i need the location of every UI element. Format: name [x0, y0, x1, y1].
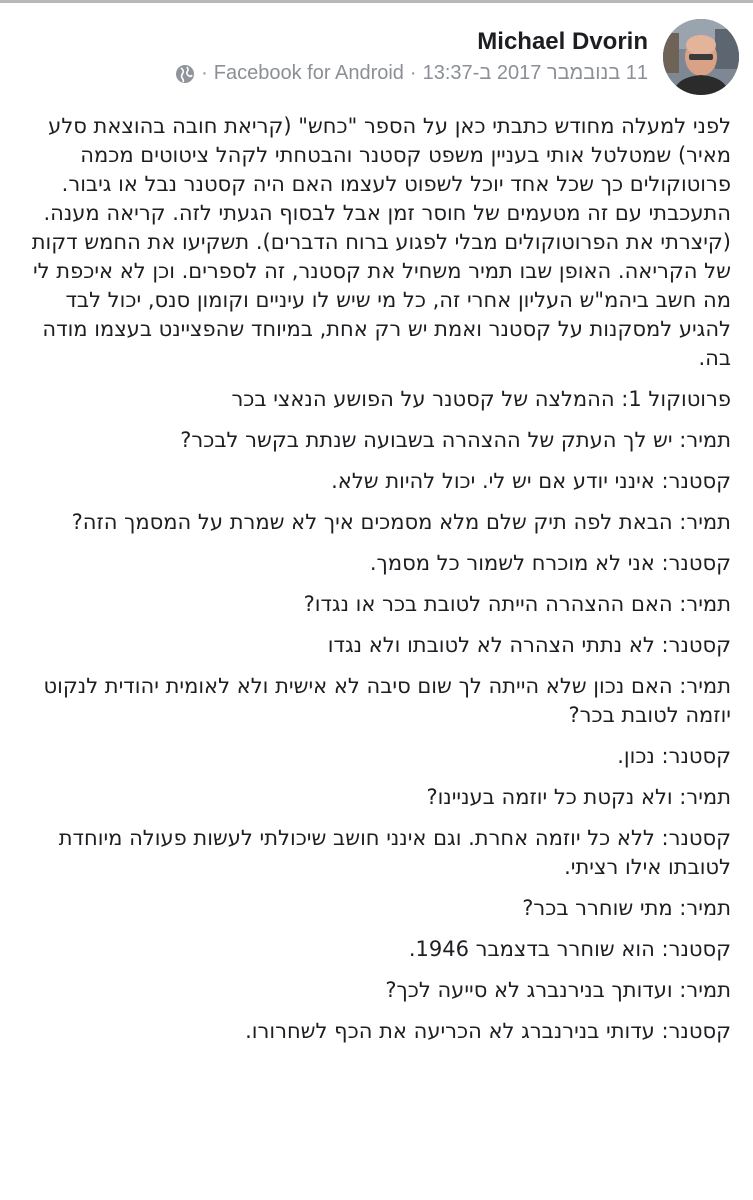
- transcript-line: קסטנר: אני לא מוכרח לשמור כל מסמך.: [369, 551, 731, 575]
- post-date[interactable]: 11 בנובמבר 2017 ב-13:37: [422, 62, 648, 84]
- transcript-line: תמיר: יש לך העתק של ההצהרה בשבועה שנתת בקשר לבכר?: [180, 428, 731, 452]
- transcript-line: תמיר: מתי שוחרר בכר?: [522, 896, 731, 920]
- transcript-line: תמיר: הבאת לפה תיק שלם מלא מסמכים איך לא שמרת על המסמך הזה?: [71, 510, 731, 534]
- post-intro: לפני למעלה מחודש כתבתי כאן על הספר "כחש" (קריאת חובה בהוצאת סלע מאיר) שמטלטל אותי בעניין משפט קסטנר והבטחתי לקהל ציטוטים מכמה פרוטוקולים כך שכל אחד יוכל לשפוט לעצמו האם היה קסטנר נבל או גיבור. התעכבתי עם זה מטעמים של חוסר זמן אבל לבסוף הגעתי לזה. קריאה מענה. (קיצרתי את הפרוטוקולים מבלי לפגוע ברוח הדברים). תשקיעו את החמש דקות של הקריאה. האופן שבו תמיר משחיל את קסטנר, זה לספרים. וכן לא איכפת לי מה חשב ביהמ"ש העליון אחרי זה, כל מי שיש לו עיניים וקומון סנס, יכול לבד להגיע למסקנות על קסטנר ואמת יש רק אחת, במיוחד שהפציינט בעצמו מודה בה.: [31, 114, 731, 370]
- post-header: [0, 0, 753, 110]
- transcript-line: תמיר: האם נכון שלא הייתה לך שום סיבה לא אישית ולא לאומית יהודית לנקוט יוזמה לטובת בכר?: [43, 674, 731, 727]
- transcript-line: קסטנר: עדותי בנירנברג לא הכריעה את הכף לשחרורו.: [245, 1019, 731, 1043]
- transcript-line: קסטנר: ללא כל יוזמה אחרת. וגם אינני חושב שיכולתי לעשות פעולה מיוחדת לטובתו אילו רציתי.: [58, 826, 731, 879]
- avatar-photo: [663, 19, 739, 95]
- transcript-line: קסטנר: נכון.: [617, 744, 731, 768]
- transcript-line: תמיר: האם ההצהרה הייתה לטובת בכר או נגדו?: [303, 592, 731, 616]
- transcript-line: תמיר: ולא נקטת כל יוזמה בעניינו?: [426, 785, 731, 809]
- transcript-line: קסטנר: אינני יודע אם יש לי. יכול להיות שלא.: [331, 469, 731, 493]
- protocol-title: פרוטוקול 1: ההמלצה של קסטנר על הפושע הנאצי בכר: [231, 387, 731, 411]
- transcript-line: תמיר: ועדותך בנירנברג לא סייעה לכך?: [385, 978, 731, 1002]
- transcript-line: קסטנר: הוא שוחרר בדצמבר 1946.: [408, 937, 731, 961]
- globe-icon: [175, 64, 195, 84]
- author-name[interactable]: Michael Dvorin: [477, 28, 648, 55]
- author-avatar[interactable]: [663, 19, 739, 95]
- post-meta: [175, 62, 648, 85]
- post-body: [31, 112, 731, 1058]
- transcript-line: קסטנר: לא נתתי הצהרה לא לטובתו ולא נגדו: [327, 633, 731, 657]
- meta-separator: ·: [201, 62, 208, 84]
- meta-separator: ·: [409, 62, 417, 84]
- post-app[interactable]: Facebook for Android: [213, 62, 404, 84]
